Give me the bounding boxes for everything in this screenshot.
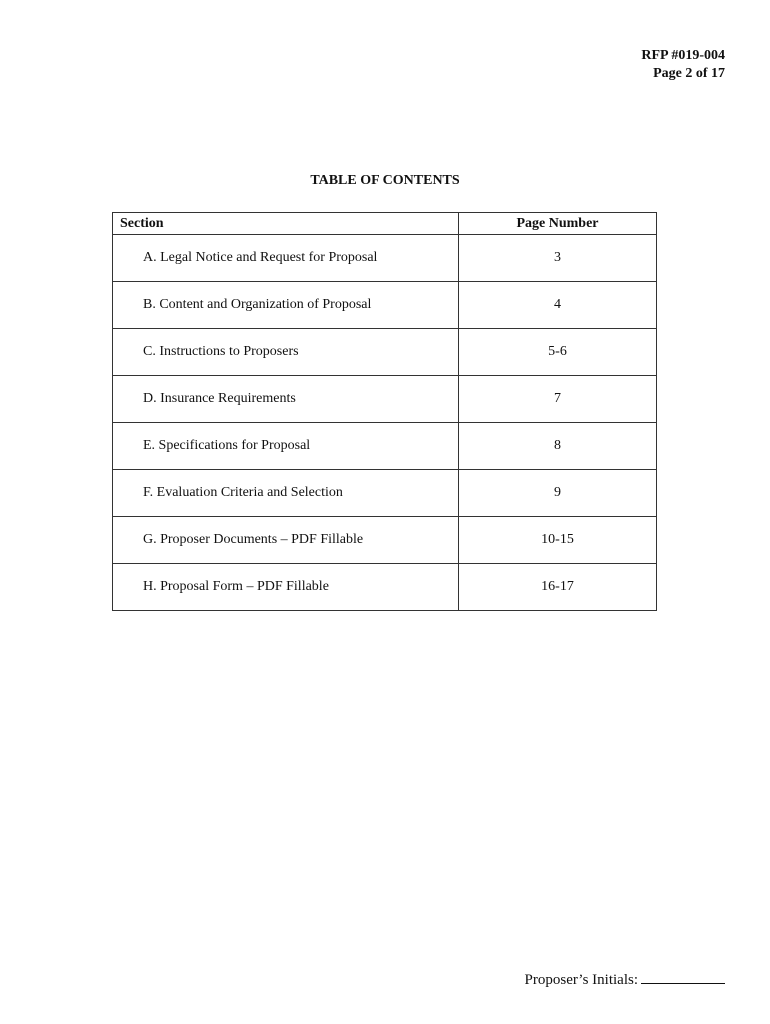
table-row [113, 564, 657, 611]
section-cell: A. Legal Notice and Request for Proposal [113, 235, 459, 282]
document-header [641, 47, 725, 83]
section-cell: E. Specifications for Proposal [113, 423, 459, 470]
section-cell: B. Content and Organization of Proposal [113, 282, 459, 329]
table-row [113, 517, 657, 564]
section-cell: C. Instructions to Proposers [113, 329, 459, 376]
initials-label: Proposer’s Initials: [524, 972, 638, 988]
page-number-cell: 7 [459, 376, 657, 423]
proposer-initials [525, 969, 725, 989]
section-cell: D. Insurance Requirements [113, 376, 459, 423]
page-number-cell: 10-15 [459, 517, 657, 564]
page-number-column-header: Page Number [459, 213, 657, 235]
section-cell: H. Proposal Form – PDF Fillable [113, 564, 459, 611]
page-number-cell: 9 [459, 470, 657, 517]
page-number-cell: 5-6 [459, 329, 657, 376]
page-number-cell: 16-17 [459, 564, 657, 611]
table-row [113, 282, 657, 329]
rfp-number: RFP #019-004 [641, 48, 725, 63]
table-row [113, 376, 657, 423]
section-column-header: Section [113, 213, 459, 235]
table-row [113, 423, 657, 470]
toc-table [112, 212, 657, 611]
section-cell: F. Evaluation Criteria and Selection [113, 470, 459, 517]
toc-title: TABLE OF CONTENTS [310, 173, 460, 188]
toc-header-row [113, 213, 657, 235]
section-cell: G. Proposer Documents – PDF Fillable [113, 517, 459, 564]
page-number-cell: 3 [459, 235, 657, 282]
page-number-cell: 4 [459, 282, 657, 329]
page-info: Page 2 of 17 [653, 66, 725, 81]
table-row [113, 470, 657, 517]
initials-blank-line [641, 969, 725, 984]
table-row [113, 235, 657, 282]
page-number-cell: 8 [459, 423, 657, 470]
table-row [113, 329, 657, 376]
